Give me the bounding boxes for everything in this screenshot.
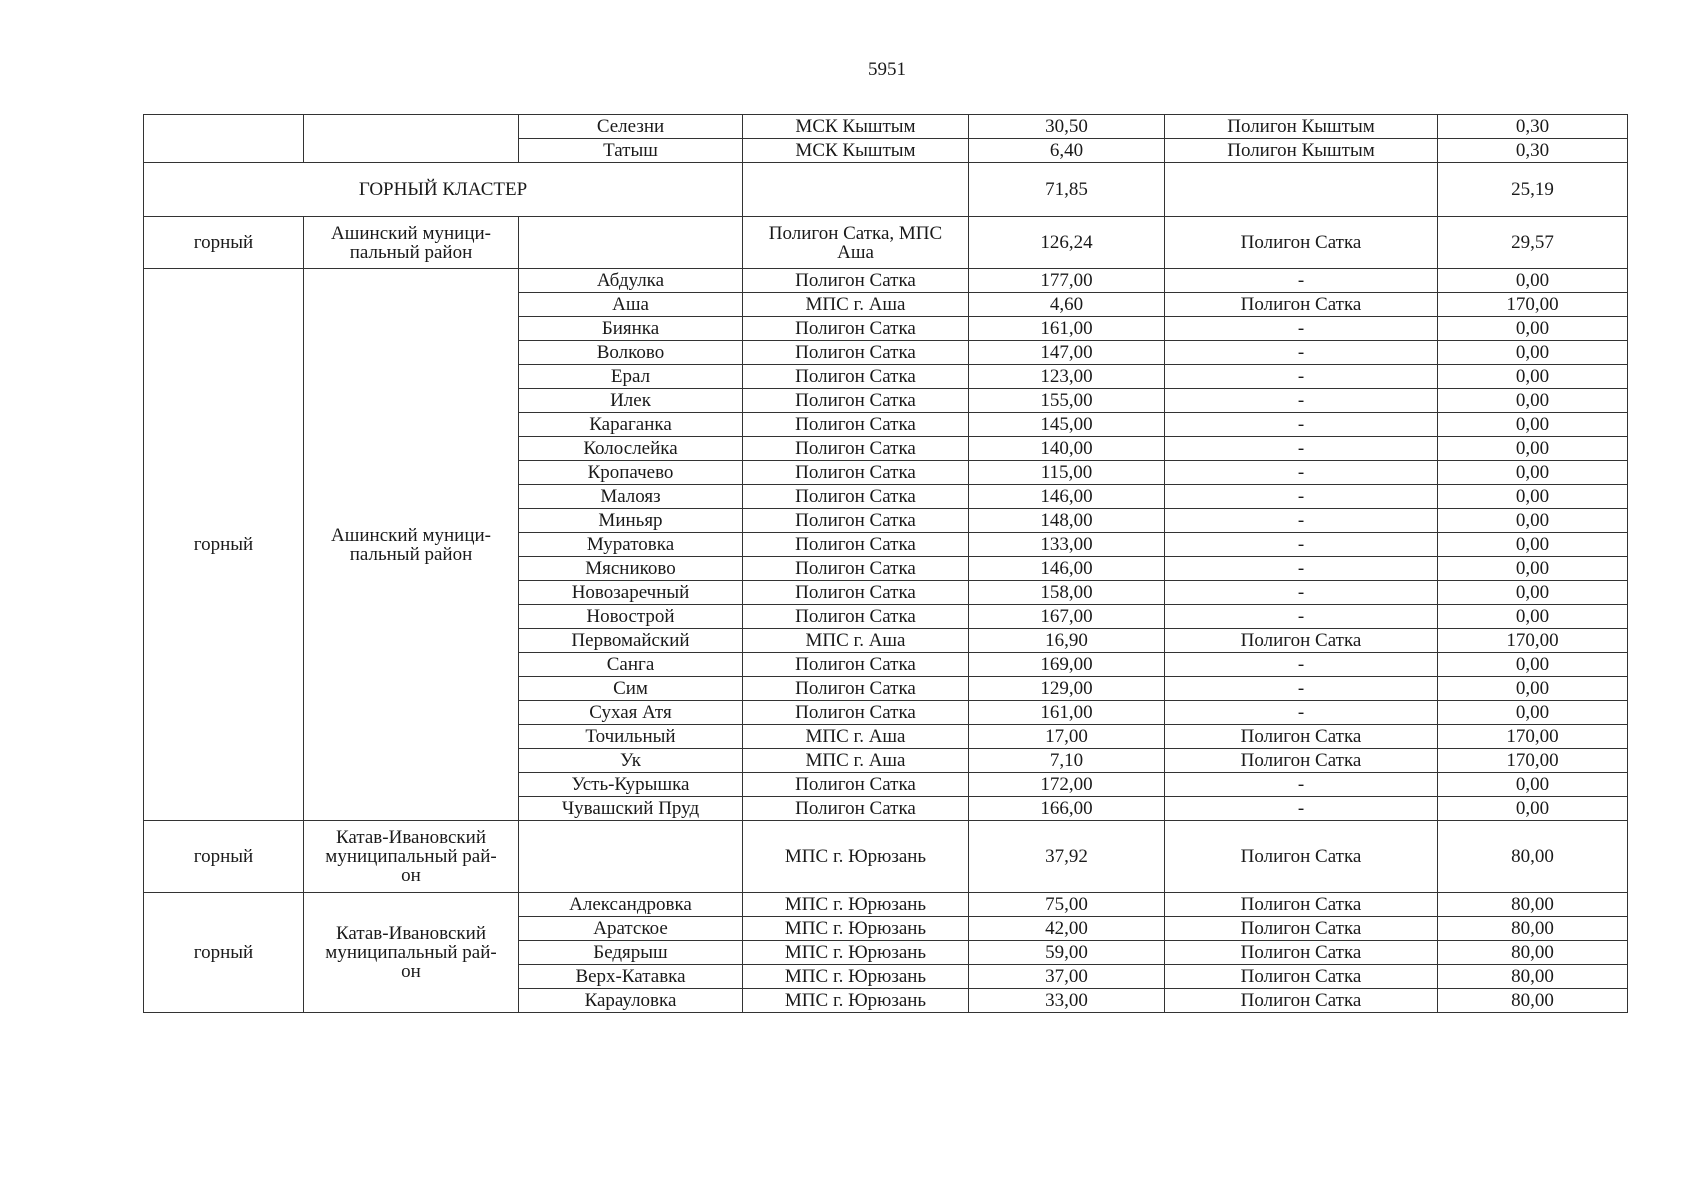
zone-cell (144, 115, 304, 163)
zone-cell: горный (144, 217, 304, 269)
distance-1-cell: 148,00 (969, 509, 1165, 533)
table-row (144, 269, 1628, 293)
from-facility-cell: Полигон Сатка (743, 413, 969, 437)
to-facility-cell: Полигон Сатка (1165, 941, 1438, 965)
cluster-distance-2: 25,19 (1438, 163, 1628, 217)
distance-1-cell: 166,00 (969, 797, 1165, 821)
distance-2-cell: 170,00 (1438, 293, 1628, 317)
settlement-cell: Аратское (519, 917, 743, 941)
distance-1-cell: 17,00 (969, 725, 1165, 749)
distance-2-cell: 0,30 (1438, 115, 1628, 139)
distance-2-cell: 80,00 (1438, 989, 1628, 1013)
distance-2-cell: 0,00 (1438, 557, 1628, 581)
to-facility-cell: Полигон Сатка (1165, 217, 1438, 269)
to-facility-cell: - (1165, 461, 1438, 485)
settlement-cell: Новострой (519, 605, 743, 629)
to-facility-cell: - (1165, 437, 1438, 461)
distance-1-cell: 37,92 (969, 821, 1165, 893)
settlement-cell: Новозаречный (519, 581, 743, 605)
cluster-title: ГОРНЫЙ КЛАСТЕР (144, 163, 743, 217)
to-facility-cell: - (1165, 365, 1438, 389)
distance-1-cell: 146,00 (969, 485, 1165, 509)
distance-2-cell: 0,00 (1438, 437, 1628, 461)
settlement-cell: Верх-Катавка (519, 965, 743, 989)
settlement-cell: Волково (519, 341, 743, 365)
settlement-cell: Абдулка (519, 269, 743, 293)
distance-1-cell: 133,00 (969, 533, 1165, 557)
settlement-cell: Бедярыш (519, 941, 743, 965)
district-cell: Ашинский муници- пальный район (304, 217, 519, 269)
settlement-cell: Муратовка (519, 533, 743, 557)
distance-2-cell: 0,00 (1438, 413, 1628, 437)
settlement-cell: Усть-Курышка (519, 773, 743, 797)
from-facility-cell: Полигон Сатка (743, 509, 969, 533)
settlement-cell: Санга (519, 653, 743, 677)
distance-2-cell: 0,00 (1438, 341, 1628, 365)
table-row (144, 893, 1628, 917)
from-facility-cell: Полигон Сатка (743, 773, 969, 797)
from-facility-cell: МПС г. Аша (743, 629, 969, 653)
to-facility-cell: - (1165, 797, 1438, 821)
table-row (144, 821, 1628, 893)
from-facility-cell: МПС г. Юрюзань (743, 917, 969, 941)
from-facility-cell: МПС г. Юрюзань (743, 821, 969, 893)
distance-2-cell: 170,00 (1438, 629, 1628, 653)
district-cell: Катав-Ивановский муниципальный рай- он (304, 821, 519, 893)
distance-1-cell: 177,00 (969, 269, 1165, 293)
distance-1-cell: 158,00 (969, 581, 1165, 605)
from-facility-cell: Полигон Сатка (743, 677, 969, 701)
from-facility-cell: МПС г. Аша (743, 293, 969, 317)
from-facility-cell: Полигон Сатка (743, 317, 969, 341)
district-cell: Катав-Ивановский муниципальный рай- он (304, 893, 519, 1013)
to-facility-cell: - (1165, 581, 1438, 605)
distance-1-cell: 126,24 (969, 217, 1165, 269)
from-facility-cell: Полигон Сатка (743, 581, 969, 605)
to-facility-cell: Полигон Сатка (1165, 989, 1438, 1013)
distance-1-cell: 172,00 (969, 773, 1165, 797)
from-facility-cell: Полигон Сатка (743, 557, 969, 581)
distance-2-cell: 0,00 (1438, 365, 1628, 389)
from-facility-cell: МСК Кыштым (743, 115, 969, 139)
from-facility-cell: Полигон Сатка (743, 389, 969, 413)
settlement-cell: Чувашский Пруд (519, 797, 743, 821)
distance-1-cell: 30,50 (969, 115, 1165, 139)
distance-2-cell: 0,00 (1438, 389, 1628, 413)
settlement-cell: Караганка (519, 413, 743, 437)
to-facility-cell: - (1165, 557, 1438, 581)
settlement-cell: Малояз (519, 485, 743, 509)
to-facility-cell: Полигон Сатка (1165, 293, 1438, 317)
from-facility-cell: Полигон Сатка, МПС Аша (743, 217, 969, 269)
to-facility-cell: Полигон Сатка (1165, 629, 1438, 653)
settlement-cell: Первомайский (519, 629, 743, 653)
distance-2-cell: 80,00 (1438, 893, 1628, 917)
distance-1-cell: 16,90 (969, 629, 1165, 653)
from-facility-cell: МПС г. Аша (743, 725, 969, 749)
distance-1-cell: 33,00 (969, 989, 1165, 1013)
to-facility-cell: Полигон Сатка (1165, 965, 1438, 989)
to-facility-cell: - (1165, 341, 1438, 365)
settlement-cell: Биянка (519, 317, 743, 341)
distance-1-cell: 161,00 (969, 317, 1165, 341)
distance-1-cell: 4,60 (969, 293, 1165, 317)
to-facility-cell: - (1165, 389, 1438, 413)
distance-2-cell: 0,00 (1438, 509, 1628, 533)
zone-cell: горный (144, 893, 304, 1013)
distance-2-cell: 80,00 (1438, 917, 1628, 941)
from-facility-cell: МПС г. Юрюзань (743, 989, 969, 1013)
from-facility-cell: Полигон Сатка (743, 485, 969, 509)
cluster-to-cell (1165, 163, 1438, 217)
to-facility-cell: Полигон Сатка (1165, 749, 1438, 773)
from-facility-cell: МПС г. Юрюзань (743, 893, 969, 917)
settlement-cell: Карауловка (519, 989, 743, 1013)
to-facility-cell: Полигон Кыштым (1165, 115, 1438, 139)
settlement-cell: Александровка (519, 893, 743, 917)
distance-1-cell: 147,00 (969, 341, 1165, 365)
settlement-cell: Миньяр (519, 509, 743, 533)
distance-1-cell: 123,00 (969, 365, 1165, 389)
distance-1-cell: 167,00 (969, 605, 1165, 629)
distance-2-cell: 80,00 (1438, 941, 1628, 965)
from-facility-cell: Полигон Сатка (743, 269, 969, 293)
cluster-from-cell (743, 163, 969, 217)
zone-cell: горный (144, 821, 304, 893)
settlement-cell: Аша (519, 293, 743, 317)
distance-1-cell: 145,00 (969, 413, 1165, 437)
to-facility-cell: - (1165, 773, 1438, 797)
from-facility-cell: Полигон Сатка (743, 365, 969, 389)
distance-2-cell: 0,00 (1438, 773, 1628, 797)
to-facility-cell: Полигон Кыштым (1165, 139, 1438, 163)
settlement-cell: Колослейка (519, 437, 743, 461)
from-facility-cell: Полигон Сатка (743, 437, 969, 461)
distance-2-cell: 0,00 (1438, 797, 1628, 821)
to-facility-cell: Полигон Сатка (1165, 821, 1438, 893)
from-facility-cell: Полигон Сатка (743, 605, 969, 629)
from-facility-cell: Полигон Сатка (743, 533, 969, 557)
from-facility-cell: МПС г. Юрюзань (743, 965, 969, 989)
table-row (144, 115, 1628, 139)
distance-2-cell: 0,30 (1438, 139, 1628, 163)
distance-2-cell: 29,57 (1438, 217, 1628, 269)
distance-2-cell: 170,00 (1438, 725, 1628, 749)
distance-1-cell: 42,00 (969, 917, 1165, 941)
settlement-cell (519, 821, 743, 893)
distance-2-cell: 170,00 (1438, 749, 1628, 773)
settlement-cell: Кропачево (519, 461, 743, 485)
from-facility-cell: Полигон Сатка (743, 341, 969, 365)
distance-1-cell: 115,00 (969, 461, 1165, 485)
settlement-cell: Селезни (519, 115, 743, 139)
from-facility-cell: МПС г. Аша (743, 749, 969, 773)
distance-2-cell: 0,00 (1438, 485, 1628, 509)
to-facility-cell: - (1165, 485, 1438, 509)
distance-2-cell: 80,00 (1438, 965, 1628, 989)
distance-2-cell: 0,00 (1438, 605, 1628, 629)
from-facility-cell: Полигон Сатка (743, 461, 969, 485)
to-facility-cell: Полигон Сатка (1165, 893, 1438, 917)
to-facility-cell: - (1165, 605, 1438, 629)
settlement-cell: Ук (519, 749, 743, 773)
settlement-cell: Татыш (519, 139, 743, 163)
settlement-cell: Сим (519, 677, 743, 701)
from-facility-cell: МСК Кыштым (743, 139, 969, 163)
to-facility-cell: - (1165, 677, 1438, 701)
settlement-cell: Точильный (519, 725, 743, 749)
settlement-cell: Сухая Атя (519, 701, 743, 725)
distance-2-cell: 80,00 (1438, 821, 1628, 893)
to-facility-cell: Полигон Сатка (1165, 725, 1438, 749)
to-facility-cell: - (1165, 701, 1438, 725)
settlement-cell: Ерал (519, 365, 743, 389)
table-row (144, 163, 1628, 217)
to-facility-cell: - (1165, 413, 1438, 437)
distance-1-cell: 155,00 (969, 389, 1165, 413)
distance-1-cell: 129,00 (969, 677, 1165, 701)
settlement-cell (519, 217, 743, 269)
district-cell: Ашинский муници- пальный район (304, 269, 519, 821)
distance-1-cell: 140,00 (969, 437, 1165, 461)
distance-1-cell: 7,10 (969, 749, 1165, 773)
distance-1-cell: 59,00 (969, 941, 1165, 965)
distance-1-cell: 161,00 (969, 701, 1165, 725)
to-facility-cell: Полигон Сатка (1165, 917, 1438, 941)
distance-2-cell: 0,00 (1438, 461, 1628, 485)
cluster-distance-1: 71,85 (969, 163, 1165, 217)
distance-2-cell: 0,00 (1438, 533, 1628, 557)
from-facility-cell: Полигон Сатка (743, 701, 969, 725)
settlement-cell: Илек (519, 389, 743, 413)
distance-2-cell: 0,00 (1438, 581, 1628, 605)
district-cell (304, 115, 519, 163)
page-number: 5951 (868, 59, 906, 80)
table-row (144, 217, 1628, 269)
from-facility-cell: Полигон Сатка (743, 653, 969, 677)
distance-1-cell: 75,00 (969, 893, 1165, 917)
distance-2-cell: 0,00 (1438, 317, 1628, 341)
distance-2-cell: 0,00 (1438, 653, 1628, 677)
distance-2-cell: 0,00 (1438, 701, 1628, 725)
to-facility-cell: - (1165, 317, 1438, 341)
from-facility-cell: Полигон Сатка (743, 797, 969, 821)
from-facility-cell: МПС г. Юрюзань (743, 941, 969, 965)
distance-2-cell: 0,00 (1438, 269, 1628, 293)
zone-cell: горный (144, 269, 304, 821)
distance-1-cell: 146,00 (969, 557, 1165, 581)
to-facility-cell: - (1165, 653, 1438, 677)
distance-1-cell: 6,40 (969, 139, 1165, 163)
distance-1-cell: 169,00 (969, 653, 1165, 677)
distance-1-cell: 37,00 (969, 965, 1165, 989)
to-facility-cell: - (1165, 509, 1438, 533)
waste-transport-table (143, 114, 1628, 1013)
settlement-cell: Мясниково (519, 557, 743, 581)
to-facility-cell: - (1165, 269, 1438, 293)
to-facility-cell: - (1165, 533, 1438, 557)
distance-2-cell: 0,00 (1438, 677, 1628, 701)
